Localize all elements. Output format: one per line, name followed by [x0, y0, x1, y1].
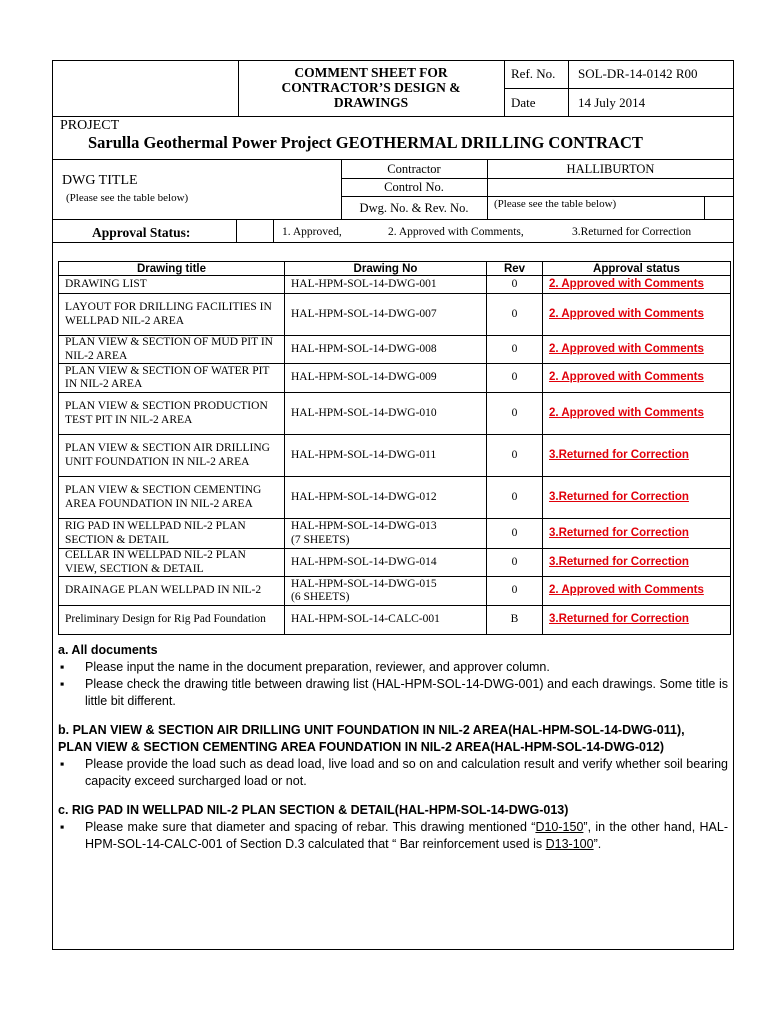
table-row [59, 336, 731, 364]
date-label: Date [511, 95, 536, 110]
drawing-rev: 0 [487, 519, 543, 549]
ref-value: SOL-DR-14-0142 R00 [578, 66, 698, 81]
section-divider [52, 242, 734, 243]
approval-option-returned: 3.Returned for Correction [572, 226, 692, 238]
dwg-no-label: Dwg. No. & Rev. No. [359, 201, 469, 215]
sheet-title-line: CONTRACTOR’S DESIGN & [281, 80, 461, 95]
table-row [59, 294, 731, 336]
control-no-label: Control No. [384, 180, 444, 194]
ref-label: Ref. No. [511, 66, 556, 81]
project-label: PROJECT [60, 118, 120, 133]
drawing-title: LAYOUT FOR DRILLING FACILITIES IN WELLPAD NIL-2 AREA [59, 294, 285, 336]
drawing-no: HAL-HPM-SOL-14-DWG-007 [285, 294, 487, 336]
drawing-rev: 0 [487, 549, 543, 577]
drawing-rev: 0 [487, 294, 543, 336]
header-divider [504, 88, 734, 89]
drawing-title: Preliminary Design for Rig Pad Foundation [59, 606, 285, 635]
approval-status: 2. Approved with Comments [543, 276, 731, 294]
drawing-rev: 0 [487, 435, 543, 477]
sheet-title-line: COMMENT SHEET FOR [294, 65, 448, 80]
drawing-no [285, 577, 487, 606]
comment-bullet: ▪ Please input the name in the document preparation, reviewer, and approver column. [58, 659, 728, 676]
drawing-no: HAL-HPM-SOL-14-DWG-008 [285, 336, 487, 364]
dwg-divider [341, 196, 734, 197]
drawing-title: PLAN VIEW & SECTION CEMENTING AREA FOUNDATION IN NIL-2 AREA [59, 477, 285, 519]
dwg-title-note: (Please see the table below) [66, 192, 189, 204]
approval-status: 2. Approved with Comments [543, 364, 731, 393]
section-divider [52, 219, 734, 220]
drawing-rev: 0 [487, 336, 543, 364]
dwg-title-label: DWG TITLE [62, 173, 138, 188]
table-row [59, 606, 731, 635]
drawing-no-line: HAL-HPM-SOL-14-DWG-015 [291, 577, 437, 590]
drawing-rev: 0 [487, 364, 543, 393]
drawing-no-line: HAL-HPM-SOL-14-DWG-013 [291, 520, 437, 532]
column-header: Drawing title [59, 262, 285, 276]
table-row [59, 549, 731, 577]
drawing-no: HAL-HPM-SOL-14-DWG-009 [285, 364, 487, 393]
date-value: 14 July 2014 [578, 95, 646, 110]
drawing-rev: 0 [487, 477, 543, 519]
rebar-spec-calc: D13-100 [545, 837, 594, 851]
drawing-title: PLAN VIEW & SECTION OF MUD PIT IN NIL-2 AREA [59, 336, 285, 364]
approval-status: 2. Approved with Comments [543, 393, 731, 435]
drawing-no: HAL-HPM-SOL-14-DWG-010 [285, 393, 487, 435]
table-row [59, 364, 731, 393]
drawing-no: HAL-HPM-SOL-14-DWG-001 [285, 276, 487, 294]
drawing-no: HAL-HPM-SOL-14-DWG-011 [285, 435, 487, 477]
drawing-sheets: (7 SHEETS) [291, 533, 350, 546]
approval-option-with-comments: 2. Approved with Comments, [388, 226, 524, 238]
drawing-rev: 0 [487, 276, 543, 294]
drawing-title: RIG PAD IN WELLPAD NIL-2 PLAN SECTION & DETAIL [59, 519, 285, 549]
drawing-rev: B [487, 606, 543, 635]
table-header-row [59, 262, 731, 276]
comment-text: Please make sure that diameter and spacing of rebar. This drawing mentioned “ [85, 820, 536, 834]
section-divider [52, 159, 734, 160]
drawing-title: PLAN VIEW & SECTION AIR DRILLING UNIT FOUNDATION IN NIL-2 AREA [59, 435, 285, 477]
contractor-label: Contractor [387, 162, 441, 176]
comment-text: ”, in the other hand, HAL-HPM-SOL-14-CALC-001 of Section D.3 calculated that “ Bar reinforcement used is [85, 820, 728, 851]
table-row [59, 519, 731, 549]
table-row [59, 477, 731, 519]
table-row [59, 435, 731, 477]
rebar-spec-drawing: D10-150 [535, 820, 584, 834]
section-heading-c: c. RIG PAD IN WELLPAD NIL-2 PLAN SECTION & DETAIL(HAL-HPM-SOL-14-DWG-013) [58, 803, 569, 817]
comment-bullet: ▪ Please check the drawing title between drawing list (HAL-HPM-SOL-14-DWG-001) and each drawings. Some title is little bit different. [58, 676, 728, 710]
approval-status: 3.Returned for Correction [543, 606, 731, 635]
drawing-rev: 0 [487, 577, 543, 606]
header-divider [52, 116, 734, 117]
approval-status: 2. Approved with Comments [543, 336, 731, 364]
section-heading-b: b. PLAN VIEW & SECTION AIR DRILLING UNIT FOUNDATION IN NIL-2 AREA(HAL-HPM-SOL-14-DWG-011), [58, 723, 685, 737]
column-header: Drawing No [285, 262, 487, 276]
drawing-title: CELLAR IN WELLPAD NIL-2 PLAN VIEW, SECTION & DETAIL [59, 549, 285, 577]
table-row [59, 276, 731, 294]
approval-status: 3.Returned for Correction [543, 519, 731, 549]
comment-bullet [58, 819, 728, 853]
approval-status: 3.Returned for Correction [543, 435, 731, 477]
drawing-table [58, 261, 731, 635]
sheet-title-line: DRAWINGS [333, 95, 409, 110]
comment-text: ”. [593, 837, 602, 851]
column-header: Rev [487, 262, 543, 276]
status-divider [236, 219, 237, 242]
approval-status: 2. Approved with Comments [543, 294, 731, 336]
section-heading-a: a. All documents [58, 643, 158, 657]
approval-option-approved: 1. Approved, [282, 226, 342, 238]
dwg-no-value: (Please see the table below) [494, 198, 617, 210]
comment-bullet: ▪ Please provide the load such as dead load, live load and so on and calculation result and verify whether soil bearing capacity exceed surcharged load or not. [58, 756, 728, 790]
drawing-no: HAL-HPM-SOL-14-DWG-014 [285, 549, 487, 577]
drawing-sheets: (6 SHEETS) [291, 591, 350, 603]
comments-section [58, 642, 728, 853]
approval-status: 2. Approved with Comments [543, 577, 731, 606]
dwg-divider [704, 196, 705, 219]
drawing-title: PLAN VIEW & SECTION OF WATER PIT IN NIL-2 AREA [59, 364, 285, 393]
approval-status: 3.Returned for Correction [543, 477, 731, 519]
drawing-rev: 0 [487, 393, 543, 435]
drawing-no: HAL-HPM-SOL-14-DWG-012 [285, 477, 487, 519]
contractor-value: HALLIBURTON [566, 162, 655, 176]
drawing-title: DRAINAGE PLAN WELLPAD IN NIL-2 [59, 577, 285, 606]
drawing-title: DRAWING LIST [59, 276, 285, 294]
project-title: Sarulla Geothermal Power Project GEOTHERMAL DRILLING CONTRACT [88, 133, 643, 152]
table-row [59, 577, 731, 606]
approval-status-label: Approval Status: [92, 225, 191, 240]
drawing-no: HAL-HPM-SOL-14-CALC-001 [285, 606, 487, 635]
drawing-no [285, 519, 487, 549]
approval-status: 3.Returned for Correction [543, 549, 731, 577]
dwg-divider [341, 178, 734, 179]
column-header: Approval status [543, 262, 731, 276]
status-divider [273, 219, 274, 242]
sheet-title [238, 60, 504, 116]
drawing-title: PLAN VIEW & SECTION PRODUCTION TEST PIT IN NIL-2 AREA [59, 393, 285, 435]
table-row [59, 393, 731, 435]
section-heading-b-cont: PLAN VIEW & SECTION CEMENTING AREA FOUNDATION IN NIL-2 AREA(HAL-HPM-SOL-14-DWG-012) [58, 740, 665, 754]
